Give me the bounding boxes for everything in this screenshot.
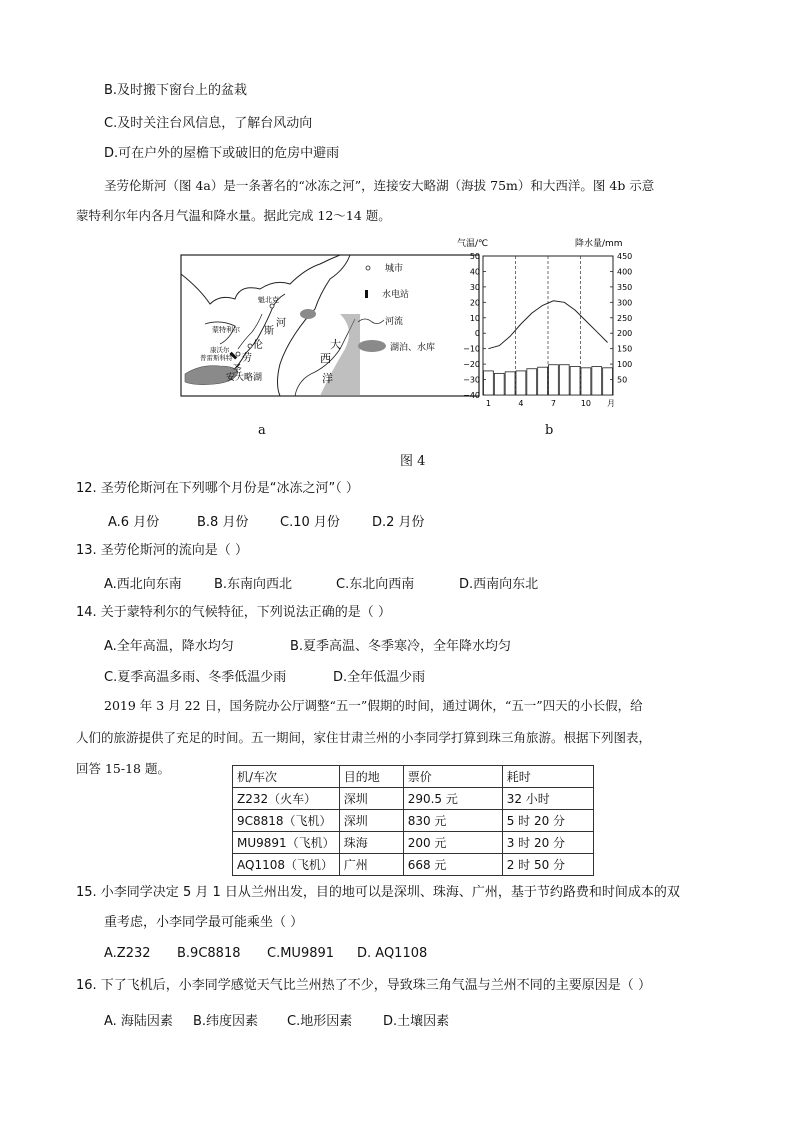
y-right-tick-label: 250 <box>617 313 633 323</box>
label-lake-ontario: 安大略湖 <box>226 373 263 383</box>
y-right-tick-label: 50 <box>617 375 628 385</box>
y-left-tick-label: 0 <box>474 329 480 339</box>
q16-option-b: B.纬度因素 <box>193 1014 259 1029</box>
map-caption: a <box>258 423 266 438</box>
legend-lake-label: 湖泊、水库 <box>390 343 436 353</box>
river-char-1: 圣 <box>232 364 242 375</box>
q12-option-c: C.10 月份 <box>280 515 340 530</box>
y-right-tick-label: 300 <box>617 298 633 308</box>
q11-option-d: D.可在户外的屋檐下或破旧的危房中避雨 <box>104 146 340 161</box>
y-left-tick-label: 40 <box>469 267 480 277</box>
precipitation-bar <box>570 367 580 395</box>
x-unit-label: 月 <box>607 399 615 408</box>
precipitation-bar <box>581 368 591 395</box>
q15-stem-line1: 15. 小李同学决定 5 月 1 日从兰州出发，目的地可以是深圳、珠海、广州，基于节约路费和时间成本的双 <box>76 885 680 900</box>
kangwall-city-icon <box>236 352 240 356</box>
river-char-2: 劳 <box>242 353 252 364</box>
precipitation-bar <box>494 373 504 395</box>
precipitation-bar <box>516 371 526 395</box>
climate-chart <box>455 236 645 416</box>
y-left-tick-label: 50 <box>469 252 480 261</box>
table-cell: 668 元 <box>403 854 502 876</box>
q13-option-a: A.西北向东南 <box>104 577 182 592</box>
table-header-row <box>233 766 594 788</box>
q14-stem: 14. 关于蒙特利尔的气候特征，下列说法正确的是（ ） <box>76 605 391 620</box>
y-left-tick-label: −20 <box>463 360 480 370</box>
y-right-tick-label: 400 <box>617 267 633 277</box>
precipitation-bar <box>505 372 515 395</box>
q16-option-a: A. 海陆因素 <box>104 1014 173 1029</box>
chart-caption: b <box>545 423 554 438</box>
table-cell: 32 小时 <box>502 788 593 810</box>
legend-river-label: 河流 <box>385 317 404 327</box>
table-cell: 9C8818（飞机） <box>233 810 340 832</box>
q14-option-c: C.夏季高温多雨、冬季低温少雨 <box>104 670 287 685</box>
y-left-tick-label: 20 <box>469 298 480 308</box>
ocean-char-1: 大 <box>330 338 341 351</box>
ticket-table <box>232 765 594 876</box>
q16-option-c: C.地形因素 <box>287 1014 353 1029</box>
y-left-tick-label: −30 <box>463 375 480 385</box>
q13-option-c: C.东北向西南 <box>336 577 415 592</box>
ocean-char-3: 洋 <box>322 372 333 385</box>
legend-hydro-icon <box>365 290 368 298</box>
q11-option-c: C.及时关注台风信息，了解台风动向 <box>104 116 313 131</box>
precipitation-bar <box>603 368 613 395</box>
table-cell: 3 时 20 分 <box>502 832 593 854</box>
map-figure-4a <box>180 254 480 397</box>
quebec-city-icon <box>270 304 274 308</box>
q15-option-a: A.Z232 <box>104 946 151 961</box>
table-row <box>233 788 594 810</box>
y-right-tick-label: 450 <box>617 252 633 261</box>
label-prescott: 普雷斯科特 <box>200 354 233 362</box>
label-montreal: 蒙特利尔 <box>212 326 240 334</box>
q16-stem: 16. 下了飞机后，小李同学感觉天气比兰州热了不少，导致珠三角气温与兰州不同的主要原因是（ ） <box>76 978 651 993</box>
legend-lake-icon <box>358 340 386 352</box>
passage2-line2: 人们的旅游提供了充足的时间。五一期间，家住甘肃兰州的小李同学打算到珠三角旅游。根据下列图表， <box>76 730 652 745</box>
passage1-line1: 圣劳伦斯河（图 4a）是一条著名的“冰冻之河”，连接安大略湖（海拔 75m）和大西洋。图 4b 示意 <box>104 178 655 193</box>
river-char-3: 伦 <box>253 340 263 351</box>
table-header: 目的地 <box>339 766 403 788</box>
ocean-char-2: 西 <box>320 352 331 365</box>
y-right-tick-label: 150 <box>617 344 633 354</box>
q11-option-b: B.及时搬下窗台上的盆栽 <box>104 83 248 98</box>
y-left-label: 气温/℃ <box>457 239 489 249</box>
q12-option-a: A.6 月份 <box>108 515 160 530</box>
x-ticks <box>486 399 615 408</box>
y-right-label: 降水量/mm <box>575 239 623 249</box>
precipitation-bar <box>527 369 537 395</box>
table-header: 机/车次 <box>233 766 340 788</box>
passage2-line3: 回答 15-18 题。 <box>76 761 170 776</box>
table-cell: MU9891（飞机） <box>233 832 340 854</box>
q15-option-d: D. AQ1108 <box>357 946 428 961</box>
q15-option-b: B.9C8818 <box>177 946 241 961</box>
table-row <box>233 810 594 832</box>
table-cell: 2 时 50 分 <box>502 854 593 876</box>
q16-option-d: D.土壤因素 <box>383 1014 450 1029</box>
precipitation-bar <box>549 365 559 395</box>
precipitation-bar <box>484 371 494 395</box>
table-cell: 290.5 元 <box>403 788 502 810</box>
x-tick-label: 4 <box>518 399 524 408</box>
legend-city-icon <box>366 266 370 270</box>
y-left-tick-label: 30 <box>469 282 480 292</box>
precipitation-bar <box>559 365 569 395</box>
y-left-tick-label: −10 <box>463 344 480 354</box>
q13-option-b: B.东南向西北 <box>214 577 293 592</box>
q12-option-d: D.2 月份 <box>372 515 425 530</box>
table-cell: 广州 <box>339 854 403 876</box>
precipitation-bars <box>484 365 613 395</box>
river-char-5: 河 <box>276 318 286 329</box>
river-char-4: 斯 <box>264 326 274 337</box>
montreal-city-icon <box>248 344 252 348</box>
q14-option-b: B.夏季高温、冬季寒冷，全年降水均匀 <box>290 639 512 654</box>
q14-option-a: A.全年高温，降水均匀 <box>104 639 234 654</box>
x-tick-label: 7 <box>550 399 556 408</box>
label-kangwall: 康沃尔 <box>210 346 230 354</box>
table-header: 耗时 <box>502 766 593 788</box>
passage2-line1: 2019 年 3 月 22 日，国务院办公厅调整“五一”假期的时间，通过调休，“五一”四天的小长假，给 <box>104 698 643 713</box>
table-cell: 830 元 <box>403 810 502 832</box>
reservoir <box>300 309 316 319</box>
figure-caption: 图 4 <box>400 454 426 469</box>
table-cell: AQ1108（飞机） <box>233 854 340 876</box>
x-tick-label: 10 <box>580 399 592 408</box>
table-row <box>233 832 594 854</box>
precipitation-bar <box>592 367 602 395</box>
table-cell: 珠海 <box>339 832 403 854</box>
x-tick-label: 1 <box>485 399 491 408</box>
q12-stem: 12. 圣劳伦斯河在下列哪个月份是“冰冻之河”（ ） <box>76 481 359 496</box>
precipitation-bar <box>538 367 548 395</box>
table-cell: 深圳 <box>339 810 403 832</box>
q14-option-d: D.全年低温少雨 <box>333 670 426 685</box>
table-cell: 深圳 <box>339 788 403 810</box>
q15-option-c: C.MU9891 <box>267 946 335 961</box>
y-right-tick-label: 350 <box>617 282 633 292</box>
q12-option-b: B.8 月份 <box>197 515 249 530</box>
q13-option-d: D.西南向东北 <box>459 577 539 592</box>
label-quebec: 魁北克 <box>258 296 279 304</box>
y-right-tick-label: 100 <box>617 360 633 370</box>
table-row <box>233 854 594 876</box>
table-cell: 5 时 20 分 <box>502 810 593 832</box>
passage1-line2: 蒙特利尔年内各月气温和降水量。据此完成 12～14 题。 <box>76 208 391 223</box>
legend-city-label: 城市 <box>385 264 404 274</box>
table-cell: 200 元 <box>403 832 502 854</box>
legend-hydro-label: 水电站 <box>382 290 410 300</box>
table-header: 票价 <box>403 766 502 788</box>
y-right-tick-label: 200 <box>617 329 633 339</box>
q13-stem: 13. 圣劳伦斯河的流向是（ ） <box>76 543 248 558</box>
q15-stem-line2: 重考虑，小李同学最可能乘坐（ ） <box>104 915 304 930</box>
y-left-tick-label: −40 <box>463 391 480 400</box>
table-cell: Z232（火车） <box>233 788 340 810</box>
y-left-tick-label: 10 <box>469 313 480 323</box>
